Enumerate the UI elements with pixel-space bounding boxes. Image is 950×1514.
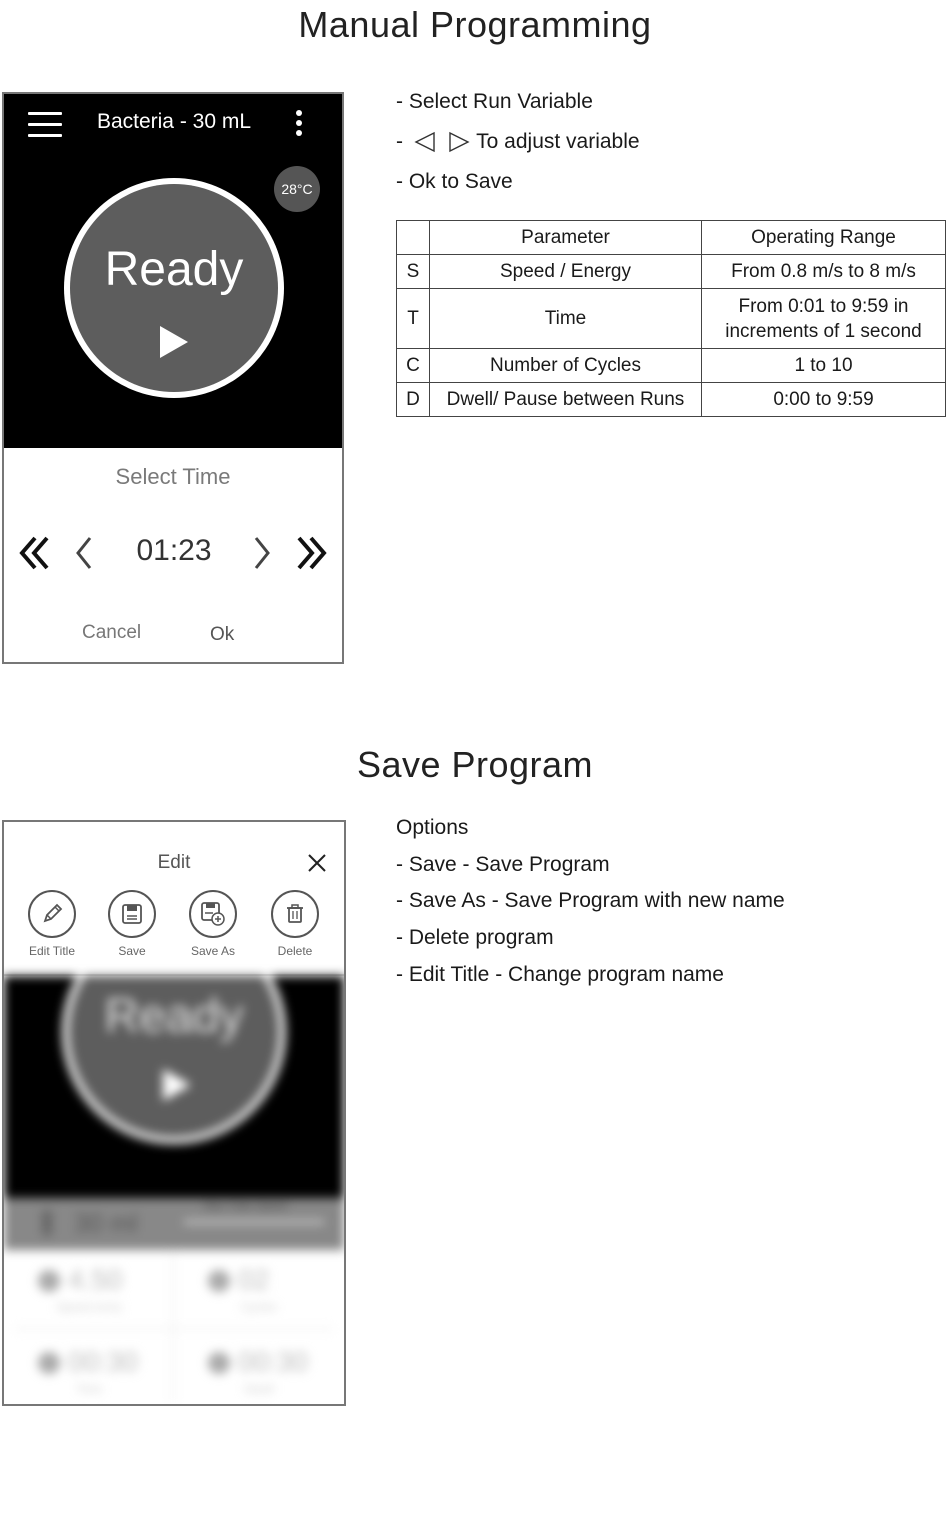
- blurred-speed-label: Speed (m/s): [56, 1300, 122, 1314]
- table-row: [397, 289, 946, 349]
- table-cell: [702, 289, 946, 349]
- player-panel: [4, 94, 342, 448]
- options-header: Options: [396, 816, 469, 839]
- range-line: increments of 1 second: [725, 320, 922, 342]
- double-chevron-right-icon[interactable]: [294, 528, 328, 578]
- pencil-icon: [39, 901, 65, 927]
- time-selector-panel: [4, 448, 342, 662]
- play-icon: [163, 1069, 191, 1101]
- save-button[interactable]: [92, 890, 172, 958]
- manual-phone-screen: [2, 92, 344, 664]
- table-header-row: [397, 221, 946, 255]
- table-cell: Number of Cycles: [430, 349, 702, 383]
- range-line: From 0:01 to 9:59 in: [738, 295, 909, 317]
- blurred-cycles-value: 02: [238, 1264, 270, 1295]
- blurred-status-text: Ready: [104, 990, 244, 1043]
- close-icon[interactable]: [306, 852, 328, 874]
- time-adjust-row: [4, 528, 342, 578]
- select-time-label: Select Time: [115, 464, 231, 489]
- program-title: Bacteria - 30 mL: [96, 110, 252, 133]
- table-row: [397, 255, 946, 289]
- table-cell: Dwell/ Pause between Runs: [430, 383, 702, 417]
- more-options-icon[interactable]: [294, 110, 304, 140]
- instruction-dash: -: [396, 130, 403, 153]
- blurred-slider-label: Max Tube Speed: [204, 1200, 288, 1212]
- table-header-cell: [397, 221, 430, 255]
- time-value: 01:23: [136, 534, 212, 567]
- instruction-line: - Edit Title - Change program name: [396, 963, 724, 986]
- play-icon: [160, 326, 188, 358]
- edit-menu: [4, 822, 344, 976]
- action-label: Save: [118, 944, 146, 958]
- table-row: [397, 349, 946, 383]
- table-cell: 0:00 to 9:59: [702, 383, 946, 417]
- menu-icon[interactable]: [28, 112, 62, 138]
- blurred-dwell-value: 00:30: [238, 1346, 309, 1377]
- temperature-badge: 28°C: [274, 166, 320, 212]
- blurred-dwell-cell: [174, 1336, 344, 1404]
- edit-title-button[interactable]: [12, 890, 92, 958]
- table-header-cell: Operating Range: [702, 221, 946, 255]
- action-label: Save As: [190, 944, 236, 958]
- start-button[interactable]: [64, 178, 284, 398]
- blurred-time-value: 00:30: [68, 1346, 139, 1377]
- instruction-line: - Ok to Save: [396, 170, 513, 193]
- floppy-plus-icon: [199, 900, 227, 928]
- instruction-line: - Select Run Variable: [396, 90, 593, 113]
- table-row: [397, 383, 946, 417]
- action-label: Delete: [277, 944, 313, 958]
- delete-button[interactable]: [255, 890, 335, 958]
- instruction-line: - Save As - Save Program with new name: [396, 889, 785, 912]
- table-cell: C: [397, 349, 430, 383]
- table-cell: T: [397, 289, 430, 349]
- speed-icon: [38, 1270, 60, 1292]
- blurred-speed-value: 4.50: [68, 1264, 123, 1295]
- blurred-slider: [184, 1220, 324, 1224]
- table-cell: Time: [430, 289, 702, 349]
- instruction-line: - Save - Save Program: [396, 853, 610, 876]
- blurred-info-bar: [4, 1198, 344, 1250]
- double-chevron-left-icon[interactable]: [18, 528, 52, 578]
- table-cell: From 0.8 m/s to 8 m/s: [702, 255, 946, 289]
- timer-icon: [38, 1352, 60, 1374]
- divider: [14, 1328, 334, 1330]
- ok-button[interactable]: Ok: [210, 624, 235, 645]
- blurred-cycles-cell: [174, 1254, 344, 1334]
- save-phone-screen: [2, 820, 346, 1406]
- status-text: Ready: [104, 243, 244, 296]
- table-cell: 1 to 10: [702, 349, 946, 383]
- blurred-background-screen: [4, 976, 344, 1404]
- blurred-time-label: Time: [75, 1382, 103, 1396]
- triangle-right-icon: [447, 130, 471, 154]
- save-as-button[interactable]: [173, 890, 253, 958]
- instruction-text: To adjust variable: [476, 130, 640, 153]
- blurred-speed-cell: [4, 1254, 174, 1334]
- manual-programming-title: Manual Programming: [298, 4, 652, 45]
- blurred-dwell-label: Dwell: [244, 1382, 274, 1396]
- cancel-button[interactable]: Cancel: [82, 622, 142, 643]
- trash-icon: [282, 901, 308, 927]
- triangle-left-icon: [413, 130, 437, 154]
- table-cell: Speed / Energy: [430, 255, 702, 289]
- parameter-table: [396, 220, 946, 417]
- chevron-left-icon[interactable]: [72, 528, 96, 578]
- floppy-icon: [119, 901, 145, 927]
- action-label: Edit Title: [28, 944, 76, 958]
- chevron-right-icon[interactable]: [250, 528, 274, 578]
- table-cell: D: [397, 383, 430, 417]
- dwell-icon: [208, 1352, 230, 1374]
- blurred-cycles-label: Cycles: [240, 1300, 277, 1314]
- blurred-time-cell: [4, 1336, 174, 1404]
- table-cell: S: [397, 255, 430, 289]
- tube-icon: [42, 1210, 52, 1236]
- blurred-volume: 30 ml: [74, 1208, 138, 1238]
- save-program-title: Save Program: [356, 744, 594, 785]
- cycles-icon: [208, 1270, 230, 1292]
- table-header-cell: Parameter: [430, 221, 702, 255]
- instruction-line: [396, 130, 640, 154]
- instruction-line: - Delete program: [396, 926, 554, 949]
- edit-menu-title: Edit: [157, 852, 191, 873]
